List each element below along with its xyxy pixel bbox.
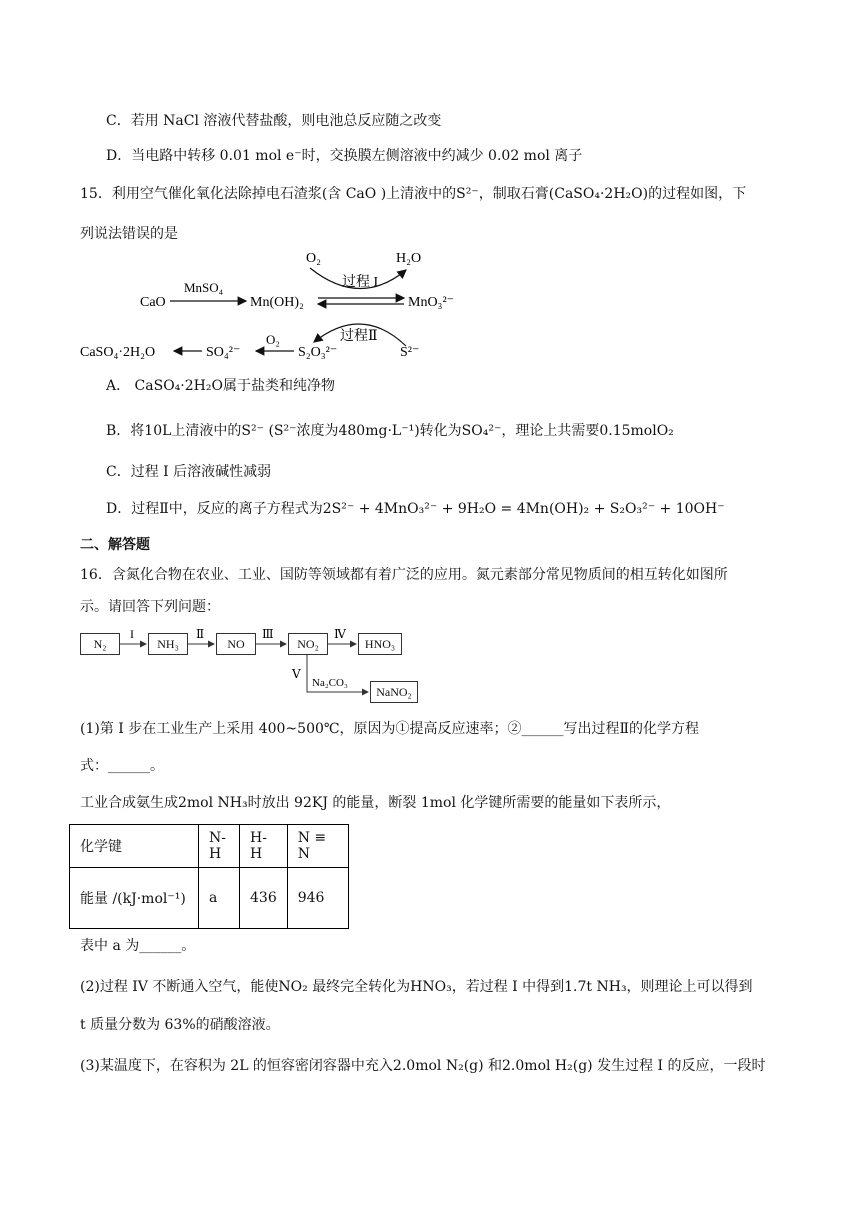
q14-option-d: D．当电路中转移 0.01 mol e⁻时，交换膜左侧溶液中约减少 0.02 mol 离子	[106, 148, 583, 164]
diagram-gypsum: CaSO₄·2H₂O	[80, 345, 156, 360]
q16-part1-line1: (1)第 I 步在工业生产上采用 400~500℃，原因为①提高反应速率；②______写出过程Ⅱ的化学方程	[80, 721, 700, 737]
label-step3: Ⅲ	[262, 627, 274, 641]
label-step5: Ⅴ	[292, 667, 301, 681]
q15-option-c: C．过程 I 后溶液碱性减弱	[106, 464, 272, 480]
diagram-mnoh2: Mn(OH)₂	[250, 295, 304, 310]
flow-no: NO	[216, 633, 256, 655]
label-step4: Ⅳ	[334, 627, 346, 641]
q16-part2-line2: t 质量分数为 63%的硝酸溶液。	[80, 1017, 280, 1033]
q16-stem-line2: 示。请回答下列问题：	[80, 599, 220, 615]
diagram-s2: S²⁻	[400, 345, 420, 360]
diagram-process1: 过程 I	[342, 275, 379, 290]
q16-table-note: 表中 a 为______。	[80, 938, 196, 954]
section-heading: 二、解答题	[80, 537, 150, 553]
table-value-nh: a	[199, 868, 240, 929]
flow-nano2: NaNO₂	[370, 681, 418, 703]
table-header-bond: 化学键	[70, 825, 199, 868]
label-step2: Ⅱ	[196, 627, 205, 641]
q15-stem-line2: 列说法错误的是	[80, 226, 178, 242]
q16-part1-line2: 式：______。	[80, 758, 164, 774]
diagram-process2: 过程Ⅱ	[340, 329, 378, 344]
q16-stem-line1: 16．含氮化合物在农业、工业、国防等领域都有着广泛的应用。氮元素部分常见物质间的相互转化如图所	[80, 567, 728, 583]
flow-n2: N₂	[80, 633, 120, 655]
q15-option-d: D．过程Ⅱ中，反应的离子方程式为2S²⁻ + 4MnO₃²⁻ + 9H₂O = 4Mn(OH)₂ + S₂O₃²⁻ + 10OH⁻	[106, 501, 725, 517]
diagram-mno3: MnO₃²⁻	[408, 295, 455, 310]
diagram-cao: CaO	[140, 295, 166, 310]
q16-energy-intro: 工业合成氨生成2mol NH₃时放出 92KJ 的能量，断裂 1mol 化学键所需要的能量如下表所示，	[80, 795, 671, 811]
table-row-label: 能量 /(kJ·mol⁻¹)	[70, 868, 199, 929]
flow-no2: NO₂	[288, 633, 328, 655]
table-value-hh: 436	[240, 868, 288, 929]
q16-part3-line1: (3)某温度下，在容积为 2L 的恒容密闭容器中充入2.0mol N₂(g) 和2.0mol H₂(g) 发生过程 I 的反应，一段时	[80, 1058, 766, 1074]
label-step1: I	[130, 627, 134, 641]
diagram-so4: SO₄²⁻	[206, 345, 241, 360]
q15-stem-line1: 15．利用空气催化氧化法除掉电石渣浆(含 CaO )上清液中的S²⁻，制取石膏(CaSO₄·2H₂O)的过程如图，下	[80, 186, 747, 202]
table-value-nn: 946	[287, 868, 348, 929]
flow-arrows	[0, 620, 440, 710]
diagram-o2-bottom: O₂	[266, 332, 280, 347]
q15-process-diagram	[70, 246, 455, 364]
diagram-o2-top: O₂	[306, 251, 321, 266]
bond-energy-table	[69, 824, 349, 929]
q15-option-a: A． CaSO₄·2H₂O属于盐类和纯净物	[106, 378, 335, 394]
q14-option-c: C．若用 NaCl 溶液代替盐酸，则电池总反应随之改变	[106, 113, 442, 129]
table-header-nn: N ≡ N	[287, 825, 348, 868]
q16-part2-line1: (2)过程 IV 不断通入空气，能使NO₂ 最终完全转化为HNO₃，若过程 I 中得到1.7t NH₃，则理论上可以得到	[80, 979, 753, 995]
q15-option-b: B．将10L上清液中的S²⁻ (S²⁻浓度为480mg·L⁻¹)转化为SO₄²⁻，理论上共需要0.15molO₂	[106, 423, 674, 439]
diagram-s2o3: S₂O₃²⁻	[298, 345, 338, 360]
label-na2co3: Na₂CO₃	[312, 677, 348, 689]
diagram-h2o: H₂O	[396, 251, 422, 266]
diagram-mnso4: MnSO₄	[184, 280, 224, 295]
table-header-hh: H-H	[240, 825, 288, 868]
table-header-nh: N-H	[199, 825, 240, 868]
flow-nh3: NH₃	[148, 633, 188, 655]
flow-hno3: HNO₃	[358, 633, 402, 655]
